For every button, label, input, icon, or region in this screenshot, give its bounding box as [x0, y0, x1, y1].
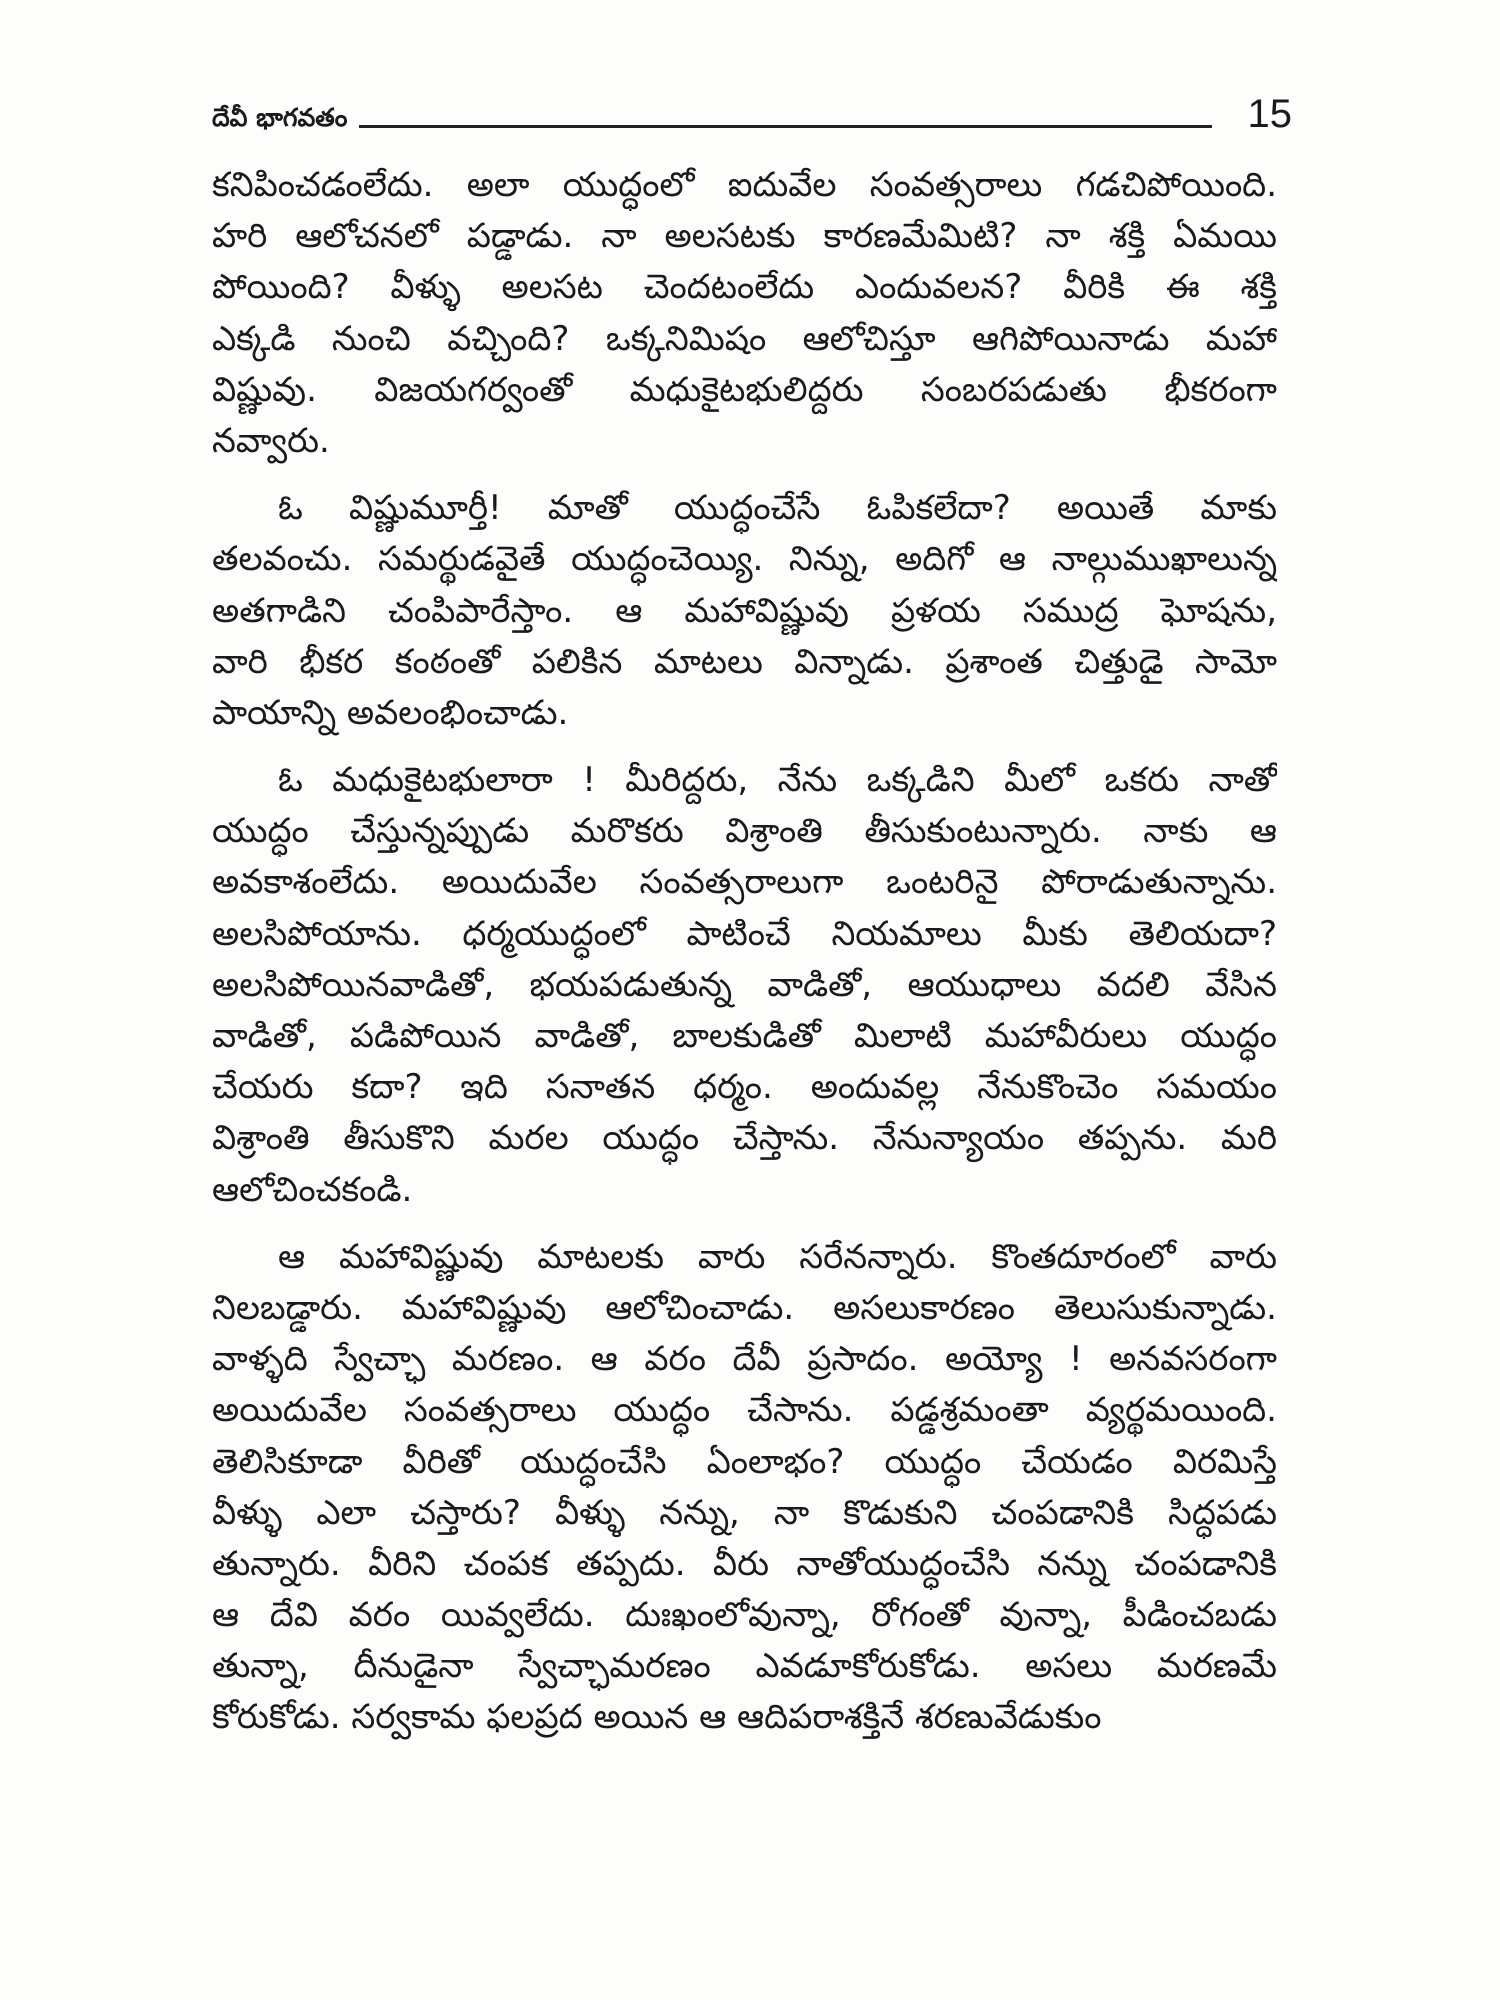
text-line: వారి భీకర కంఠంతో పలికిన మాటలు విన్నాడు. ప్రశాంత చిత్తుడై సామో: [212, 641, 1277, 682]
paragraph-gap: [212, 1216, 1277, 1232]
text-line: నవ్వారు.: [212, 420, 330, 461]
text-line: పాయాన్ని అవలంభించాడు.: [212, 692, 569, 733]
text-line: అలసిపోయాను. ధర్మయుద్ధంలో పాటించే నియమాలు మీకు తెలియదా?: [212, 913, 1277, 954]
text-line: పోయింది? వీళ్ళు అలసట చెందటంలేదు ఎందువలన? వీరికి ఈ శక్తి: [212, 267, 1277, 308]
text-line: ఆ మహావిష్ణువు మాటలకు వారు సరేనన్నారు. కొంతదూరంలో వారు: [278, 1236, 1277, 1277]
header-rule: [359, 125, 1211, 128]
body-text: [212, 160, 1277, 1744]
text-line: ఓ మధుకైటభులారా ! మీరిద్దరు, నేను ఒక్కడిని మీలో ఒకరు నాతో: [278, 760, 1277, 801]
text-line: విశ్రాంతి తీసుకొని మరల యుద్ధం చేస్తాను. నేనున్యాయం తప్పను. మరి: [212, 1118, 1277, 1159]
text-line: తున్నా, దీనుడైనా స్వేచ్ఛామరణం ఎవడూకోరుకోడు. అసలు మరణమే: [212, 1646, 1277, 1687]
paragraph: [212, 755, 1277, 1216]
text-line: కనిపించడంలేదు. అలా యుద్ధంలో ఐదువేల సంవత్సరాలు గడచిపోయింది.: [212, 165, 1277, 205]
text-line: తున్నారు. వీరిని చంపక తప్పదు. వీరు నాతోయుద్ధంచేసి నన్ను చంపడానికి: [212, 1543, 1277, 1584]
text-line: హరి ఆలోచనలో పడ్డాడు. నా అలసటకు కారణమేమిటి? నా శక్తి ఏమయి: [212, 216, 1277, 257]
text-line: ఆలోచించకండి.: [212, 1169, 413, 1210]
text-line: విష్ణువు. విజయగర్వంతో మధుకైటభులిద్దరు సంబరపడుతు భీకరంగా: [212, 369, 1277, 410]
text-line: చేయరు కదా? ఇది సనాతన ధర్మం. అందువల్ల నేనుకొంచెం సమయం: [212, 1067, 1277, 1108]
paragraph-gap: [212, 467, 1277, 483]
text-line: అయిదువేల సంవత్సరాలు యుద్ధం చేసాను. పడ్డశ్రమంతా వ్యర్థమయింది.: [212, 1390, 1277, 1431]
text-line: వాడితో, పడిపోయిన వాడితో, బాలకుడితో మిలాటి మహావీరులు యుద్ధం: [212, 1016, 1277, 1056]
text-line: ఆ దేవి వరం యివ్వలేదు. దుఃఖంలోవున్నా, రోగంతో వున్నా, పీడించబడు: [212, 1595, 1277, 1636]
text-line: అలసిపోయినవాడితో, భయపడుతున్న వాడితో, ఆయుధాలు వదలి వేసిన: [212, 964, 1277, 1005]
paragraph: [212, 1232, 1277, 1744]
text-line: కోరుకోడు. సర్వకామ ఫలప్రద అయిన ఆ ఆదిపరాశక్తినే శరణువేడుకుం: [212, 1697, 1102, 1738]
page-header: [212, 91, 1292, 146]
paragraph-gap: [212, 739, 1277, 755]
page-number: 15: [1247, 91, 1292, 136]
text-line: అవకాశంలేదు. అయిదువేల సంవత్సరాలుగా ఒంటరినై పోరాడుతున్నాను.: [212, 862, 1277, 903]
text-line: యుద్ధం చేస్తున్నప్పుడు మరొకరు విశ్రాంతి తీసుకుంటున్నారు. నాకు ఆ: [212, 811, 1277, 852]
text-line: ఎక్కడి నుంచి వచ్చింది? ఒక్కనిమిషం ఆలోచిస్తూ ఆగిపోయినాడు మహా: [212, 318, 1277, 359]
text-line: తెలిసికూడా వీరితో యుద్ధంచేసి ఏంలాభం? యుద్ధం చేయడం విరమిస్తే: [212, 1441, 1277, 1482]
paragraph: [212, 160, 1277, 467]
running-title: దేవీ భాగవతం: [212, 103, 348, 132]
paragraph: [212, 483, 1277, 739]
text-line: నిలబడ్డారు. మహావిష్ణువు ఆలోచించాడు. అసలుకారణం తెలుసుకున్నాడు.: [212, 1287, 1277, 1328]
text-line: అతగాడిని చంపిపారేస్తాం. ఆ మహావిష్ణువు ప్రళయ సముద్ర ఘోషను,: [212, 590, 1277, 631]
text-line: వాళ్ళది స్వేచ్ఛా మరణం. ఆ వరం దేవీ ప్రసాదం. అయ్యో ! అనవసరంగా: [212, 1339, 1277, 1380]
text-line: వీళ్ళు ఎలా చస్తారు? వీళ్ళు నన్ను, నా కొడుకుని చంపడానికి సిద్ధపడు: [212, 1492, 1277, 1533]
text-line: ఓ విష్ణుమూర్తీ! మాతో యుద్ధంచేసే ఓపికలేదా? అయితే మాకు: [278, 488, 1277, 529]
text-line: తలవంచు. సమర్థుడవైతే యుద్ధంచెయ్యి. నిన్ను, అదిగో ఆ నాల్గుముఖాలున్న: [212, 539, 1277, 580]
